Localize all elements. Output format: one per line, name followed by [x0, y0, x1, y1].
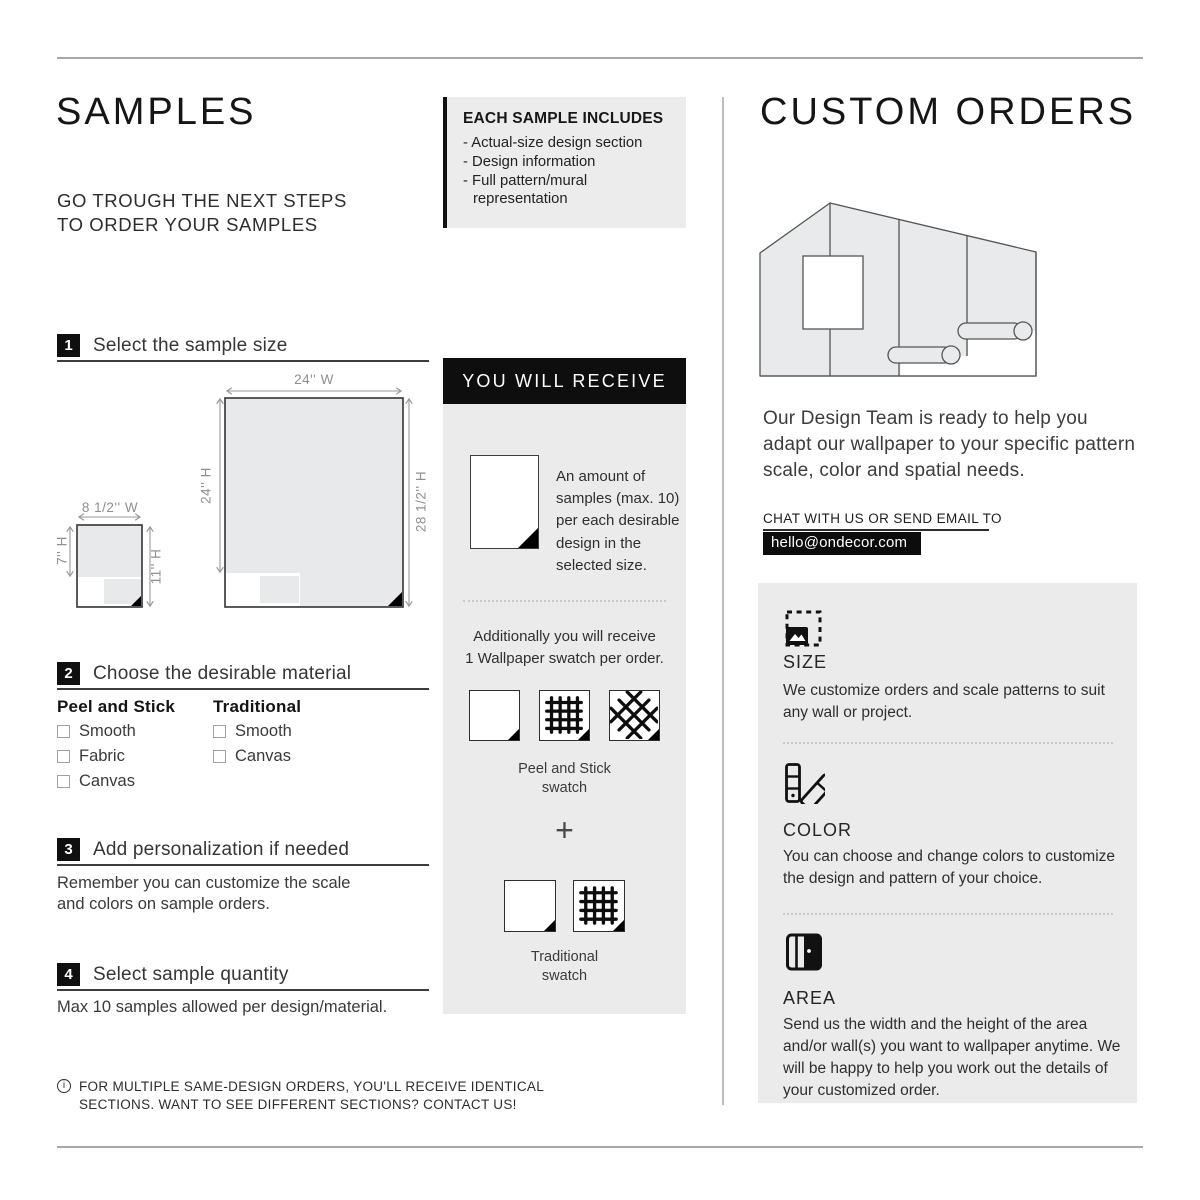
step-3-title: Add personalization if needed — [93, 838, 350, 860]
receive-samples-text: An amount of samples (max. 10) per each desirable design in the selected size. — [556, 468, 680, 574]
traditional-swatch-row — [443, 880, 686, 932]
step-1-rule — [57, 360, 429, 362]
additional-text: Additionally you will receive 1 Wallpaper swatch per order. — [465, 628, 664, 667]
size-icon — [783, 608, 825, 650]
you-will-receive-header: YOU WILL RECEIVE — [443, 358, 686, 404]
small-width-label: 8 1/2'' W — [81, 500, 139, 515]
includes-item: - Design information — [463, 153, 676, 172]
grid-swatch-icon — [539, 690, 590, 741]
sample-sheet-icon — [470, 455, 539, 549]
column-divider — [722, 97, 724, 1105]
area-title: AREA — [783, 988, 837, 1008]
samples-subtitle: GO TROUGH THE NEXT STEPS TO ORDER YOUR SAMPLES — [57, 190, 347, 235]
includes-item: - Actual-size design section — [463, 134, 676, 153]
crosshatch-swatch-icon — [609, 690, 660, 741]
plain-swatch-icon — [504, 880, 556, 932]
sample-size-diagram — [40, 376, 440, 621]
dotted-divider — [783, 742, 1113, 744]
color-title: COLOR — [783, 820, 853, 840]
material-option: Smooth — [57, 722, 136, 741]
small-height-right-label: 11'' H — [148, 548, 164, 585]
samples-title: SAMPLES — [56, 91, 257, 133]
dotted-divider — [783, 913, 1113, 915]
size-text: We customize orders and scale patterns to suit any wall or project. — [783, 682, 1105, 722]
traditional-swatch-label: Traditional swatch — [530, 949, 599, 984]
dotted-divider — [463, 600, 666, 602]
custom-orders-title: CUSTOM ORDERS — [760, 91, 1137, 133]
material-option: Canvas — [213, 747, 292, 766]
email-link[interactable]: hello@ondecor.com — [763, 532, 921, 555]
step-1-title: Select the sample size — [93, 334, 288, 356]
area-text: Send us the width and the height of the area and/or wall(s) you want to wallpaper anytime. We will be happy to help you work out the details of your customized order. — [783, 1016, 1121, 1100]
plus-sign: + — [555, 812, 574, 848]
color-text: You can choose and change colors to customize the design and pattern of your choice. — [783, 848, 1116, 888]
checkbox-peel-canvas[interactable] — [57, 775, 70, 788]
peel-and-stick-options — [57, 722, 136, 797]
checkbox-trad-canvas[interactable] — [213, 750, 226, 763]
step-2-number: 2 — [57, 662, 80, 685]
top-divider — [57, 57, 1143, 59]
footnote: i FOR MULTIPLE SAME-DESIGN ORDERS, YOU'LL RECEIVE IDENTICAL SECTIONS. WANT TO SEE DIFFERENT SECTIONS? CONTACT US! — [57, 1078, 544, 1114]
step-1-number: 1 — [57, 334, 80, 357]
peel-swatch-row — [443, 690, 686, 741]
peel-and-stick-heading: Peel and Stick — [57, 697, 176, 716]
step-2-header — [57, 662, 351, 685]
info-icon: i — [57, 1079, 71, 1093]
color-icon — [783, 762, 825, 804]
step-3-rule — [57, 864, 429, 866]
large-height-left-label: 24'' H — [198, 467, 214, 504]
step-4-text: Max 10 samples allowed per design/material. — [57, 998, 388, 1016]
custom-orders-intro: Our Design Team is ready to help you adapt our wallpaper to your specific pattern scale, color and spatial needs. — [763, 408, 1136, 482]
material-option: Canvas — [57, 772, 136, 791]
size-title: SIZE — [783, 652, 828, 672]
step-2-title: Choose the desirable material — [93, 662, 352, 684]
step-4-rule — [57, 989, 429, 991]
material-option: Fabric — [57, 747, 136, 766]
checkbox-trad-smooth[interactable] — [213, 725, 226, 738]
chat-underline — [763, 529, 989, 531]
step-4-title: Select sample quantity — [93, 963, 289, 985]
bottom-divider — [57, 1146, 1143, 1148]
small-height-left-label: 7'' H — [54, 536, 70, 565]
step-1-header — [57, 334, 288, 357]
area-icon — [784, 931, 824, 973]
large-height-right-label: 28 1/2'' H — [413, 470, 429, 533]
plain-swatch-icon — [469, 690, 520, 741]
step-4-number: 4 — [57, 963, 80, 986]
peel-swatch-label: Peel and Stick swatch — [518, 761, 611, 796]
each-sample-includes-box — [443, 97, 686, 228]
traditional-heading: Traditional — [213, 697, 302, 716]
material-option: Smooth — [213, 722, 292, 741]
step-3-header — [57, 838, 349, 861]
chat-with-us-label: CHAT WITH US OR SEND EMAIL TO — [763, 511, 1002, 526]
step-2-rule — [57, 688, 429, 690]
large-width-label: 24'' W — [294, 372, 334, 387]
grid-swatch-icon — [573, 880, 625, 932]
wallpaper-wall-illustration — [752, 190, 1044, 382]
step-3-number: 3 — [57, 838, 80, 861]
step-3-text: Remember you can customize the scale and colors on sample orders. — [57, 874, 351, 914]
you-will-receive-panel — [443, 404, 686, 1014]
checkbox-peel-fabric[interactable] — [57, 750, 70, 763]
checkbox-peel-smooth[interactable] — [57, 725, 70, 738]
traditional-options — [213, 722, 292, 772]
includes-item: - Full pattern/mural representation — [463, 172, 648, 210]
custom-orders-panel — [758, 583, 1137, 1103]
step-4-header — [57, 963, 289, 986]
includes-title: EACH SAMPLE INCLUDES — [463, 110, 664, 127]
